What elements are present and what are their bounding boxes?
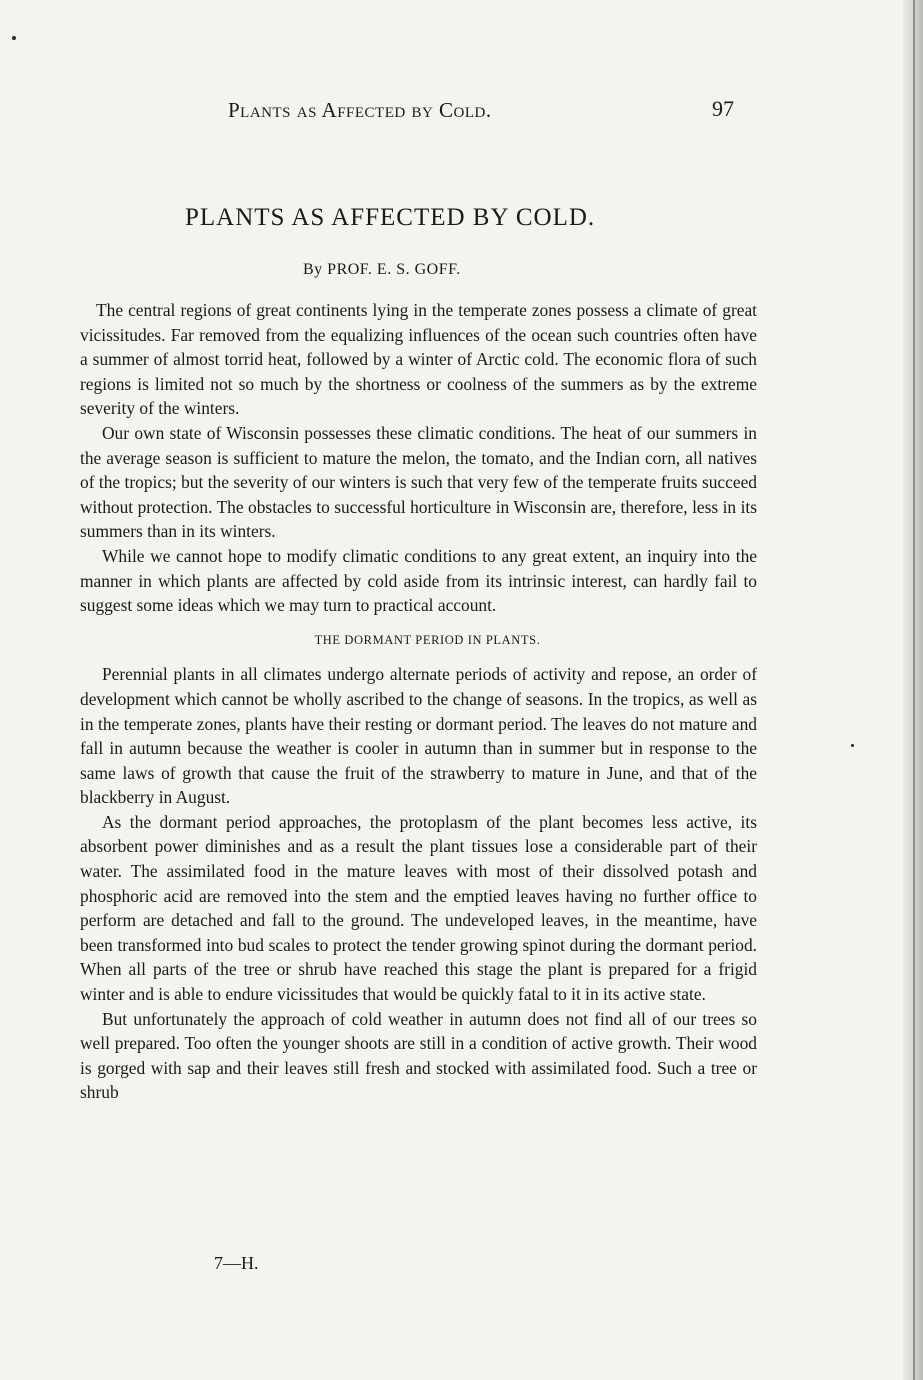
article-body [80,298,757,1105]
paragraph: But unfortunately the approach of cold weather in autumn does not find all of our trees so well prepared. Too often the younger shoots are still in a condition of active growth. Their wood is gorged with sap and their leaves still fresh and stocked with assimilated food. Such a tree or shrub [80,1008,757,1103]
page-edge-line [913,0,915,1380]
page-number: 97 [712,96,734,121]
paragraph: While we cannot hope to modify climatic conditions to any great extent, an inquiry into the manner in which plants are affected by cold aside from its intrinsic interest, can hardly fail to suggest some ideas which we may turn to practical account. [80,545,757,616]
paragraph: The central regions of great continents lying in the temperate zones possess a climate of great vicissitudes. Far removed from the equalizing influences of the ocean such countries often have a summer of almost torrid heat, followed by a winter of Arctic cold. The economic flora of such regions is limited not so much by the shortness or coolness of the summers as by the extreme severity of the winters. [80,300,757,419]
paragraph: As the dormant period approaches, the protoplasm of the plant becomes less active, its absorbent power diminishes and as a result the plant tissues lose a considerable part of their water. The assimilated food in the mature leaves with most of their dissolved potash and phosphoric acid are removed into the stem and the emptied leaves having no further office to perform are detached and fall to the ground. The undeveloped leaves, in the meantime, have been transformed into bud scales to protect the tender growing spinot during the dormant period. When all parts of the tree or shrub have reached this stage the plant is prepared for a frigid winter and is able to endure vicissitudes that would be quickly fatal to it in its active state. [80,811,757,1005]
byline: By PROF. E. S. GOFF. [303,261,461,278]
paragraph: Perennial plants in all climates undergo alternate periods of activity and repose, an order of development which cannot be wholly ascribed to the change of seasons. In the tropics, as well as in the temperate zones, plants have their resting or dormant period. The leaves do not mature and fall in autumn because the weather is cooler in autumn than in summer but in response to the same laws of growth that cause the fruit of the strawberry to mature in June, and that of the blackberry in August. [80,664,757,808]
article-title: PLANTS AS AFFECTED BY COLD. [185,204,596,231]
running-head: Plants as Affected by Cold. [228,98,492,122]
speck [12,36,16,40]
speck [851,744,854,747]
paragraph: Our own state of Wisconsin possesses these climatic conditions. The heat of our summers in the average season is sufficient to mature the melon, the tomato, and the Indian corn, all natives of the tropics; but the severity of our winters is such that very few of the temperate fruits succeed without protection. The obstacles to successful horticulture in Wisconsin are, therefore, less in its summers than in its winters. [80,422,757,542]
section-heading: THE DORMANT PERIOD IN PLANTS. [314,632,541,647]
signature-mark: 7—H. [214,1253,259,1273]
